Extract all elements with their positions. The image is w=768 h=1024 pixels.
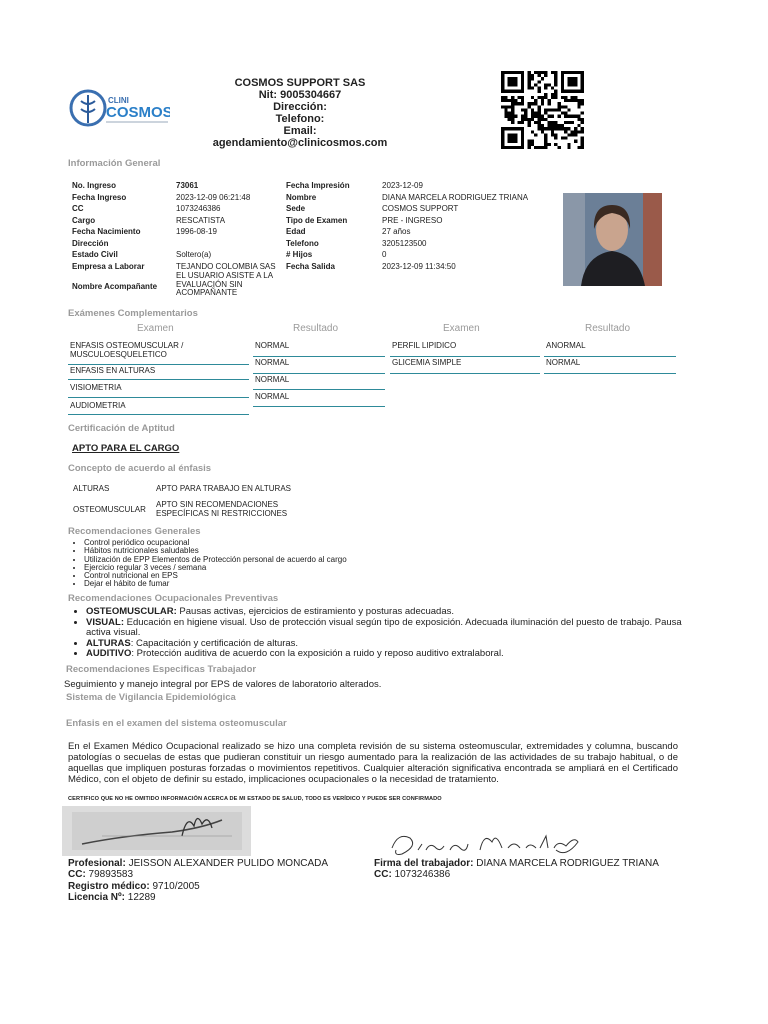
info-label: Empresa a Laborar xyxy=(72,261,145,271)
professional-info: Profesional: JEISSON ALEXANDER PULIDO MONCADA CC: 79893583 Registro médico: 9710/2005 Licencia Nº: 12289 xyxy=(68,858,329,904)
company-email-label: Email: xyxy=(283,125,317,137)
professional-signature-stamp xyxy=(62,806,251,856)
info-label: Fecha Impresión xyxy=(286,181,350,190)
svg-text:COSMOS: COSMOS xyxy=(106,104,170,121)
info-value: DIANA MARCELA RODRIGUEZ TRIANA xyxy=(382,192,529,202)
info-value: 2023-12-09 xyxy=(382,181,423,190)
col-header-exam: Examen xyxy=(443,323,480,334)
list-item: • AUDITIVO: Protección auditiva de acuerdo con la exposición a ruido y reposo auditivo extralaboral. xyxy=(86,649,708,660)
info-value: COSMOS SUPPORT xyxy=(382,204,459,213)
result-cell: NORMAL xyxy=(253,391,385,407)
exam-cell: ENFASIS OSTEOMUSCULAR / MUSCULOESQUELETICO xyxy=(68,340,249,365)
svg-text:CLINI: CLINI xyxy=(108,96,129,105)
col-header-result: Resultado xyxy=(293,323,339,334)
rec-generales-list xyxy=(66,539,347,589)
info-value: PRE - INGRESO xyxy=(382,215,443,225)
info-label: # Hijos xyxy=(286,250,313,259)
result-cell: NORMAL xyxy=(253,374,385,390)
list-item: • VISUAL: Educación en higiene visual. Uso de protección visual según tipo de exposición. Adecuada iluminación del puesto de trabajo. Pausa activa visual. xyxy=(86,618,708,639)
section-enfasis: Enfasis en el examen del sistema osteomuscular xyxy=(66,718,287,729)
clinic-logo xyxy=(68,87,170,129)
col-header-exam: Examen xyxy=(137,323,174,334)
section-info-general: Información General xyxy=(68,158,161,169)
info-value: 3205123500 xyxy=(382,238,427,248)
list-item: • Ejercicio regular 3 veces / semana xyxy=(84,564,347,572)
rec-especificas-text: Seguimiento y manejo integral por EPS de valores de laboratorio alterados. xyxy=(64,679,382,690)
section-examenes: Exámenes Complementarios xyxy=(68,308,198,319)
info-value-acompanante: EL USUARIO ASISTE A LA EVALUACIÓN SIN ACOMPAÑANTE xyxy=(176,271,274,298)
exam-cell: GLICEMIA SIMPLE xyxy=(390,357,540,374)
company-phone: Telefono: xyxy=(275,113,325,125)
info-label: Tipo de Examen xyxy=(286,215,348,225)
list-item: • Dejar el hábito de fumar xyxy=(84,580,347,588)
patient-photo xyxy=(563,193,662,286)
info-label: Estado Civil xyxy=(72,250,118,259)
exam-cell: PERFIL LIPIDICO xyxy=(390,340,540,357)
concepto-text: APTO SIN RECOMENDACIONES ESPECÍFICAS NI RESTRICCIONES xyxy=(156,500,288,518)
section-certificacion: Certificación de Aptitud xyxy=(68,423,175,434)
company-email: agendamiento@clinicosmos.com xyxy=(212,137,388,149)
info-value: 2023-12-09 11:34:50 xyxy=(382,261,456,271)
qr-code xyxy=(501,71,584,149)
list-item: • ALTURAS: Capacitación y certificación de alturas. xyxy=(86,639,708,650)
result-cell: NORMAL xyxy=(253,357,385,374)
company-nit: Nit: 9005304667 xyxy=(258,89,342,101)
company-name: COSMOS SUPPORT SAS xyxy=(234,77,366,89)
info-label: Fecha Ingreso xyxy=(72,192,127,202)
info-value: 73061 xyxy=(176,181,199,190)
list-item: • Control nutricional en EPS xyxy=(84,572,347,580)
concepto-text: APTO PARA TRABAJO EN ALTURAS xyxy=(156,484,292,493)
info-value: 1996-08-19 xyxy=(176,227,217,236)
info-label: Fecha Nacimiento xyxy=(72,227,141,236)
section-concepto: Concepto de acuerdo al énfasis xyxy=(68,463,212,474)
result-cell: ANORMAL xyxy=(544,340,676,357)
list-item: • Utilización de EPP Elementos de Protección personal de acuerdo al cargo xyxy=(84,556,347,564)
section-rec-especificas: Recomendaciones Especificas Trabajador xyxy=(66,664,257,675)
col-header-result: Resultado xyxy=(585,323,631,334)
enfasis-paragraph: En el Examen Médico Ocupacional realizado se hizo una completa revisión de su sistema osteomuscular, extremidades y columna, buscando patologías o secuelas de estas que pudieran constituir un riesgo aumentado para la realización de las actividades de su trabajo habitual, o de aquellas que impliquen posturas forzadas o movimientos repetitivos. Cualquier alteración significativa encontrada se ampliará en el Certificado Médico, con el objeto de definir su estado, implicaciones ocupacionales o la necesidad de tratamiento. xyxy=(68,741,678,785)
info-label: Edad xyxy=(286,227,306,236)
info-value: 1073246386 xyxy=(176,204,221,213)
exam-cell: AUDIOMETRIA xyxy=(68,400,249,415)
info-label: Fecha Salida xyxy=(286,261,335,271)
section-rec-ocupacionales: Recomendaciones Ocupacionales Preventivas xyxy=(68,593,279,604)
section-vigilancia: Sistema de Vigilancia Epidemiológica xyxy=(66,692,236,703)
info-label: Nombre Acompañante xyxy=(72,282,158,291)
aptitude-result: APTO PARA EL CARGO xyxy=(72,443,180,454)
info-label: No. Ingreso xyxy=(72,181,117,190)
result-cell: NORMAL xyxy=(544,357,676,374)
info-label: Sede xyxy=(286,204,306,213)
list-item: • Hábitos nutricionales saludables xyxy=(84,547,347,555)
worker-signature xyxy=(388,828,588,862)
certification-statement: CERTIFICO QUE NO HE OMITIDO INFORMACIÓN ACERCA DE MI ESTADO DE SALUD, TODO ES VERÍDICO Y PUEDE SER CONFIRMADO xyxy=(68,796,442,802)
result-cell: NORMAL xyxy=(253,340,385,357)
info-label: Nombre xyxy=(286,192,317,202)
list-item: • OSTEOMUSCULAR: Pausas activas, ejercicios de estiramiento y posturas adecuadas. xyxy=(86,607,708,618)
info-label: CC xyxy=(72,204,84,213)
company-header xyxy=(200,77,400,149)
info-label: Telefono xyxy=(286,238,319,248)
worker-info: Firma del trabajador: DIANA MARCELA RODRIGUEZ TRIANA CC: 1073246386 xyxy=(374,858,659,881)
info-value: Soltero(a) xyxy=(176,250,212,259)
list-item: • Control periódico ocupacional xyxy=(84,539,347,547)
info-value: RESCATISTA xyxy=(176,215,226,225)
company-address: Dirección: xyxy=(273,101,327,113)
info-value: 27 años xyxy=(382,227,411,236)
info-value: 0 xyxy=(382,250,387,259)
concepto-area: ALTURAS xyxy=(73,484,110,493)
info-label: Cargo xyxy=(72,215,96,225)
exam-cell: VISIOMETRIA xyxy=(68,382,249,398)
info-label: Dirección xyxy=(72,238,109,248)
info-value: 2023-12-09 06:21:48 xyxy=(176,192,251,202)
concepto-area: OSTEOMUSCULAR xyxy=(73,505,146,514)
info-value: TEJANDO COLOMBIA SAS xyxy=(176,261,276,271)
rec-ocupacionales-list xyxy=(56,607,708,660)
section-rec-generales: Recomendaciones Generales xyxy=(68,526,201,537)
exam-cell: ENFASIS EN ALTURAS xyxy=(68,365,249,380)
